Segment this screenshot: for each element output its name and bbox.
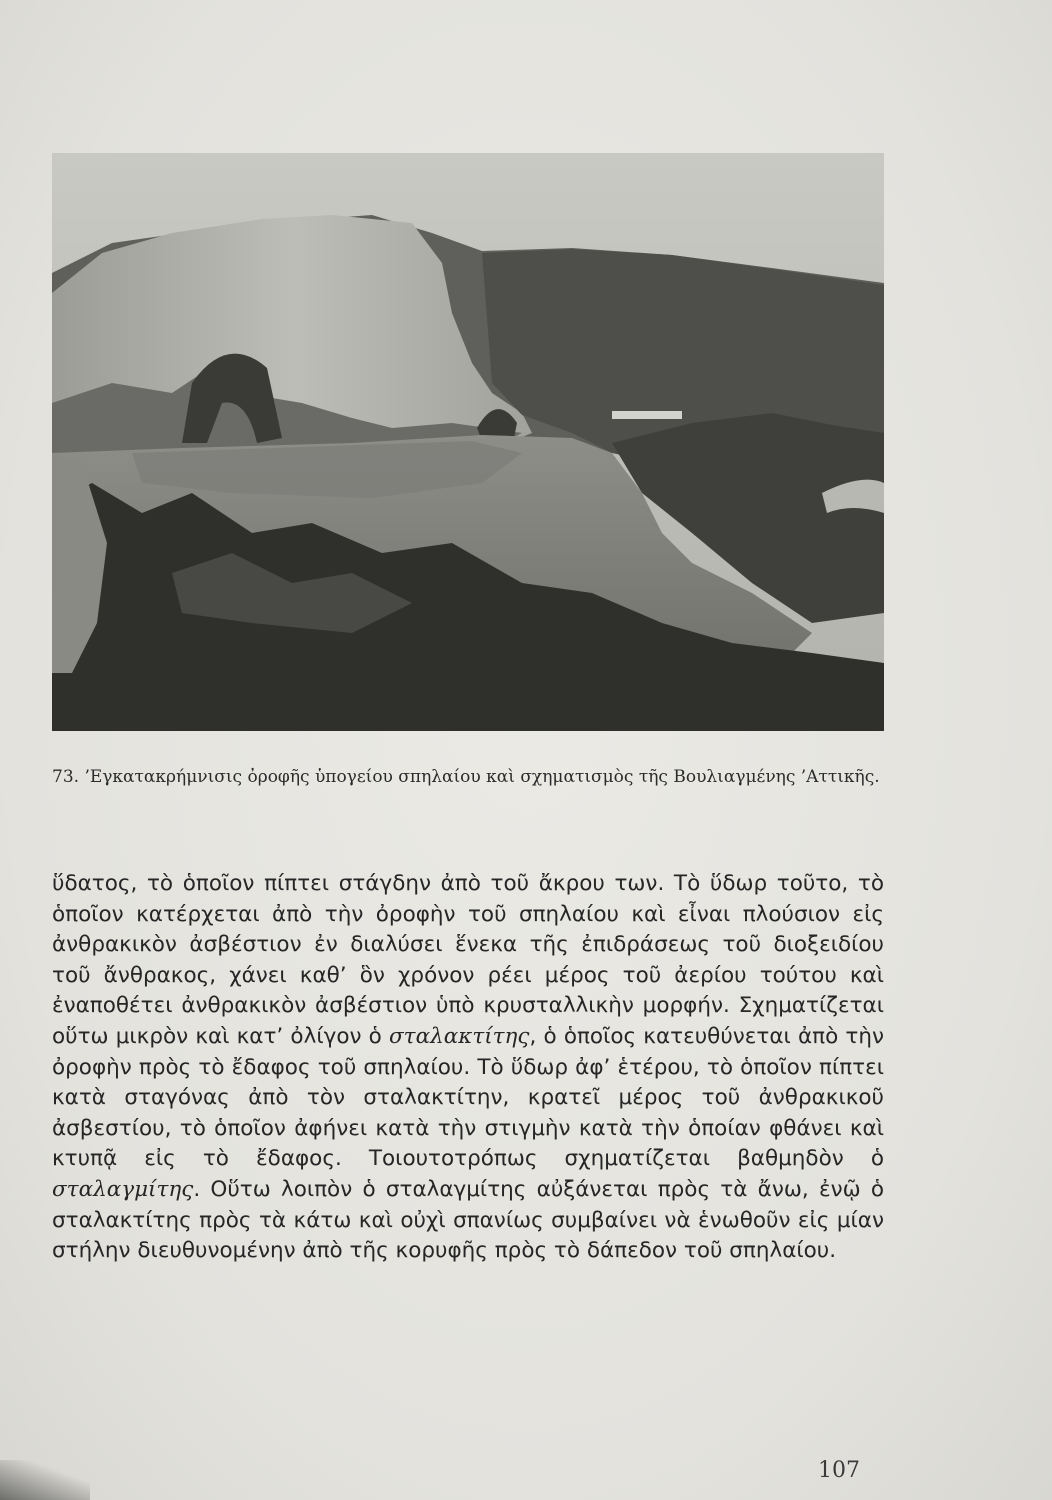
page-number: 107 — [818, 1458, 860, 1483]
term-stalagmite: σταλαγμίτης — [52, 1176, 194, 1202]
body-text-part-1: ὕδατος, τὸ ὁποῖον πίπτει στάγδην ἀπὸ τοῦ ἄκρου των. Τὸ ὕδωρ τοῦτο, τὸ ὁποῖον κατέρχεται ἀπὸ τὴν ὀροφὴν τοῦ σπηλαίου καὶ εἶναι πλούσιον εἰς ἀνθρακικὸν ἀσβέστιον ἐν διαλύσει ἕνεκα τῆς ἐπιδράσεως τοῦ διοξειδίου τοῦ ἄνθρακος, χάνει καθ’ ὃν χρόνον ρέει μέρος τοῦ ἀερίου τούτου καὶ ἐναποθέτει ἀνθρακικὸν ἀσβέστιον ὑπὸ κρυσταλλικὴν μορφήν. Σχηματίζεται οὕτω μικρὸν καὶ κατ’ ὀλίγον ὁ — [52, 871, 884, 1049]
page-corner-shadow — [0, 1460, 90, 1500]
figure-caption — [52, 766, 884, 789]
photo-shoreline-building — [612, 411, 682, 419]
body-text — [52, 869, 884, 1267]
figure-caption-text: ’Εγκατακρήμνισις ὀροφῆς ὑπογείου σπηλαίου καὶ σχηματισμὸς τῆς Βουλιαγμένης ’Αττικῆς. — [84, 767, 880, 787]
figure-number: 73. — [52, 767, 80, 787]
body-text-part-2: , ὁ ὁποῖος κατευθύνεται ἀπὸ τὴν ὀροφὴν πρὸς τὸ ἔδαφος τοῦ σπηλαίου. Τὸ ὕδωρ ἀφ’ ἑτέρου, τὸ ὁποῖον πίπτει κατὰ σταγόνας ἀπὸ τὸν σταλακτίτην, κρατεῖ μέρος τοῦ ἀνθρακικοῦ ἀσβεστίου, τὸ ὁποῖον ἀφήνει κατὰ τὴν στιγμὴν κατὰ τὴν ὁποίαν φθάνει καὶ κτυπᾷ εἰς τὸ ἔδαφος. Τοιουτοτρόπως σχηματίζεται βαθμηδὸν ὁ — [52, 1023, 884, 1172]
term-stalactite: σταλακτίτης — [389, 1023, 530, 1049]
figure-photo-vouliagmeni-lake — [52, 153, 884, 731]
body-paragraph — [52, 869, 884, 1267]
body-text-part-3: . Οὕτω λοιπὸν ὁ σταλαγμίτης αὐξάνεται πρὸς τὰ ἄνω, ἐνῷ ὁ σταλακτίτης πρὸς τὰ κάτω καὶ οὐχὶ σπανίως συμβαίνει νὰ ἑνωθοῦν εἰς μίαν στήλην διευθυνομένην ἀπὸ τῆς κορυφῆς πρὸς τὸ δάπεδον τοῦ σπηλαίου. — [52, 1176, 884, 1264]
